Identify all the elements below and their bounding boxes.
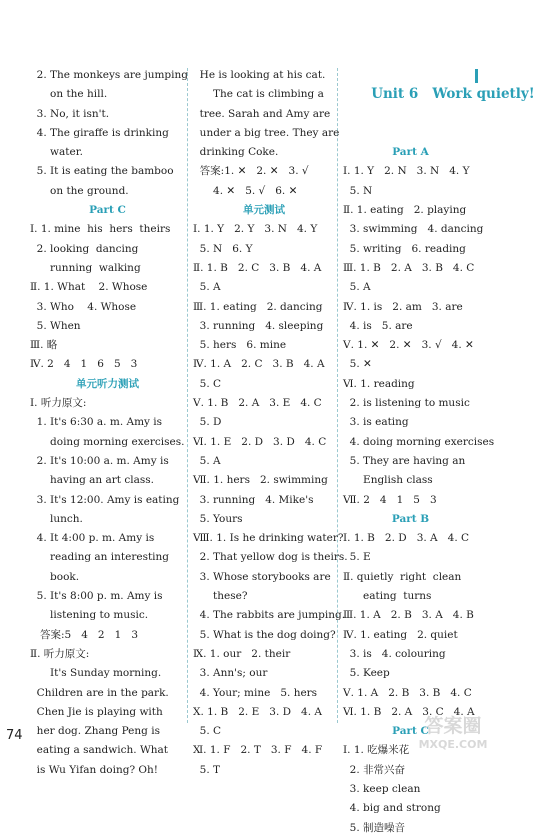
answer-line: 3. Who 4. Whose [30,300,137,313]
answer-line: 2. The monkeys are jumping [30,69,188,81]
answer-line: Ⅷ. 1. Is he drinking water? [193,532,344,545]
answer-line: Ⅰ. 1. Y 2. N 3. N 4. Y [343,165,470,178]
answer-line: Ⅳ. 1. A 2. C 3. B 4. A [193,358,325,371]
answer-line: 3. running 4. sleeping [193,319,324,332]
answer-line: 3. running 4. Mike's [193,493,314,506]
answer-line: Ⅲ. 1. eating 2. dancing [193,300,323,313]
unit-title [343,66,535,143]
answer-line: Ⅶ. 1. hers 2. swimming [193,474,328,487]
answer-line: 3. It's 12:00. Amy is eating [30,493,180,506]
answer-line: 3. Ann's; our [193,667,268,680]
answer-line: these? [193,590,248,603]
column-divider [337,68,338,723]
answer-line: 5. Yours [193,512,243,525]
answer-line: Ⅳ. 1. is 2. am 3. are [343,300,463,313]
answer-line: water. [30,146,83,159]
answer-line: 4. It 4:00 p. m. Amy is [30,532,155,545]
answer-line: 2. 非常兴奋 [343,763,406,776]
answer-line: 5. They are having an [343,454,466,467]
answer-line: on the ground. [30,184,129,197]
answer-line: 5. D [193,416,222,429]
answer-line: 5. A [343,281,371,294]
answer-line: 2. That yellow dog is theirs. [193,551,348,564]
answer-line: 5. It is eating the bamboo [30,165,174,178]
answer-line: 5. What is the dog doing? [193,628,336,641]
answer-line: Ⅳ. 1. eating 2. quiet [343,628,458,641]
answer-line: 4. ✕ 5. √ 6. ✕ [193,184,298,197]
answer-line: Ⅱ. 听力原文: [30,647,90,660]
section-heading-part-c: Part C [89,204,126,217]
column-divider [187,68,188,723]
answer-line: 3. No, it isn't. [30,107,110,120]
answer-line: 5. T [193,763,221,776]
answer-line: Ⅰ. 1. 吃爆米花 [343,744,410,757]
column-left [30,66,188,780]
answer-line: 1. It's 6:30 a. m. Amy is [30,416,163,429]
answer-line: Ⅳ. 2 4 1 6 5 3 [30,358,138,371]
answer-line: 5. E [343,551,371,564]
answer-line: Ⅵ. 1. B 2. A 3. C 4. A [343,705,475,718]
answer-line: Ⅱ. 1. B 2. C 3. B 4. A [193,261,322,274]
answer-line: Ⅺ. 1. F 2. T 3. F 4. F [193,744,323,757]
answer-line: listening to music. [30,609,149,622]
answer-line: 2. looking dancing [30,242,139,255]
answer-line: Ⅶ. 2 4 1 5 3 [343,493,437,506]
answer-line: 3. swimming 4. dancing [343,223,484,236]
unit-title-text: Unit 6 Work quietly! [371,86,535,103]
answer-line: Chen Jie is playing with [30,705,163,718]
answer-line: her dog. Zhang Peng is [30,725,160,738]
answer-line: 2. It's 10:00 a. m. Amy is [30,454,169,467]
answer-line: It's Sunday morning. [30,667,162,680]
answer-line: Ⅰ. 1. B 2. D 3. A 4. C [343,532,470,545]
answer-line: Ⅹ. 1. B 2. E 3. D 4. A [193,705,322,718]
answer-line: 3. is 4. colouring [343,647,446,660]
answer-line: Ⅱ. 1. eating 2. playing [343,204,467,217]
watermark-logo [410,712,496,752]
answer-line: Ⅰ. 听力原文: [30,397,87,410]
section-heading-listening-test: 单元听力测试 [76,377,139,390]
answer-line: reading an interesting [30,551,170,564]
watermark-url: MXQE.COM [418,738,488,751]
answer-line: drinking Coke. [193,146,279,159]
answer-line: Ⅴ. 1. ✕ 2. ✕ 3. √ 4. ✕ [343,339,474,352]
answer-line: 5. writing 6. reading [343,242,466,255]
answer-line: tree. Sarah and Amy are [193,107,331,120]
answer-line: 5. Keep [343,667,390,680]
answer-line: English class [343,474,433,487]
answer-line: 5. C [193,725,222,738]
answer-line: 5. A [193,281,221,294]
answer-line: under a big tree. They are [193,126,340,139]
answer-line: 3. is eating [343,416,409,429]
answer-line: Children are in the park. [30,686,169,699]
answer-line: 答案:1. ✕ 2. ✕ 3. √ [193,165,309,178]
answer-line: 5. N 6. Y [193,242,253,255]
answer-line: having an art class. [30,474,154,487]
answer-line: He is looking at his cat. [193,69,326,81]
answer-line: Ⅴ. 1. A 2. B 3. B 4. C [343,686,472,699]
answer-line: 5. hers 6. mine [193,339,287,352]
answer-line: Ⅴ. 1. B 2. A 3. E 4. C [193,397,322,410]
watermark-text: 答案圈 [424,715,482,737]
answer-line: 4. The giraffe is drinking [30,126,169,139]
unit-title-bar [475,69,478,83]
answer-line: 3. Whose storybooks are [193,570,331,583]
answer-line: on the hill. [30,88,108,101]
answer-line: Ⅲ. 1. B 2. A 3. B 4. C [343,261,475,274]
page-number: 74 [6,728,23,743]
answer-line: eating a sandwich. What [30,744,168,757]
answer-line: Ⅰ. 1. Y 2. Y 3. N 4. Y [193,223,318,236]
answer-line: doing morning exercises. [30,435,185,448]
answer-line: 4. Your; mine 5. hers [193,686,318,699]
section-heading-part-a: Part A [392,146,429,159]
section-heading-unit-test: 单元测试 [243,204,285,217]
answer-line: Ⅵ. 1. reading [343,377,415,390]
column-middle [193,66,348,780]
answer-line: 4. doing morning exercises [343,435,495,448]
answer-line: is Wu Yifan doing? Oh! [30,763,159,776]
answer-line: book. [30,570,80,583]
answer-line: 4. is 5. are [343,319,413,332]
answer-line: Ⅵ. 1. E 2. D 3. D 4. C [193,435,327,448]
answer-line: 答案:5 4 2 1 3 [30,628,139,641]
answer-line: 5. N [343,184,373,197]
answer-line: Ⅰ. 1. mine his hers theirs [30,223,171,236]
answer-line: lunch. [30,512,83,525]
answer-line: 4. The rabbits are jumping. [193,609,346,622]
answer-line: 5. It's 8:00 p. m. Amy is [30,590,163,603]
answer-line: running walking [30,261,141,274]
answer-line: Ⅸ. 1. our 2. their [193,647,291,660]
answer-line: Ⅲ. 略 [30,339,58,352]
answer-line: 5. When [30,319,81,332]
answer-line: 5. A [193,454,221,467]
answer-line: eating turns [343,590,432,603]
section-heading-part-c: Part C [392,725,429,738]
answer-line: 5. ✕ [343,358,372,371]
answer-line: 2. is listening to music [343,397,470,410]
answer-line: 5. 制造噪音 [343,821,406,834]
answer-line: 4. big and strong [343,802,441,815]
section-heading-part-b: Part B [391,512,430,525]
answer-line: Ⅱ. 1. What 2. Whose [30,281,148,294]
answer-line: Ⅱ. quietly right clean [343,570,462,583]
answer-line: 5. C [193,377,222,390]
answer-line: The cat is climbing a [193,88,324,101]
answer-line: 3. keep clean [343,782,421,795]
answer-line: Ⅲ. 1. A 2. B 3. A 4. B [343,609,474,622]
